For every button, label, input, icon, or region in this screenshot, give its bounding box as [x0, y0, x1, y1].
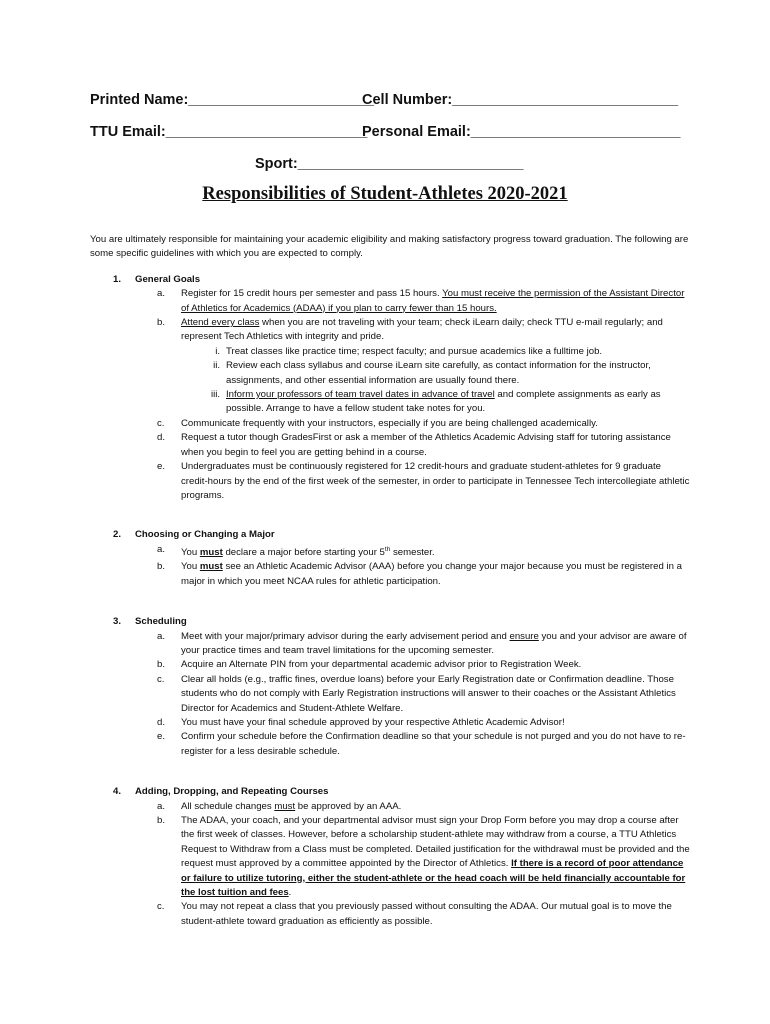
- list-item: e. Confirm your schedule before the Confirmation deadline so that your schedule is not purged and you do not have to re-register for a less desirable schedule.: [157, 731, 686, 757]
- section-number: 4.: [113, 786, 122, 798]
- list-item: e. Undergraduates must be continuously registered for 12 credit-hours and graduate student-athletes for 9 graduate credit-hours by the end of the first week of the semester, in order to participate in Tennessee Tech intercollegiate athletic programs.: [157, 461, 690, 501]
- list-item: b. You must see an Athletic Academic Advisor (AAA) before you change your major because you must be registered in a major in which you meet NCAA rules for athletic participation.: [157, 561, 682, 587]
- section-title: Scheduling: [135, 616, 187, 628]
- printed-name-field[interactable]: Printed Name:_______________________: [90, 92, 374, 108]
- list-item: c. Communicate frequently with your instructors, especially if you are being challenged academically.: [157, 417, 598, 429]
- personal-email-field[interactable]: Personal Email:__________________________: [362, 124, 681, 140]
- section-adding-dropping: [90, 785, 690, 929]
- sport-field[interactable]: Sport:____________________________: [255, 156, 524, 172]
- ttu-email-field[interactable]: TTU Email:_________________________: [90, 124, 368, 140]
- list-item: d. Request a tutor though GradesFirst or ask a member of the Athletics Academic Advising staff for tutoring assistance when you begin to feel you are getting behind in a course.: [157, 432, 671, 458]
- student-info-fields: [90, 92, 690, 186]
- section-number: 1.: [113, 273, 122, 285]
- list-item: a. All schedule changes must be approved by an AAA.: [157, 800, 402, 812]
- cell-number-field[interactable]: Cell Number:____________________________: [362, 92, 679, 108]
- intro-paragraph: You are ultimately responsible for maintaining your academic eligibility and making satisfactory progress toward graduation. The following are some specific guidelines with which you are expected to comply.: [90, 234, 689, 260]
- list-item: a. You must declare a major before starting your 5th semester.: [157, 543, 435, 558]
- list-item: b. The ADAA, your coach, and your departmental advisor must sign your Drop Form before you may drop a course after the first week of classes. However, before a scholarship student-athlete may withdraw from a course, a TTU Athletics Request to Withdraw from a Class must be completed. Detailed justification for the withdrawal must be provided and the request must approved by a committee appointed by the Director of Athletics. If there is a record of poor attendance or failure to utilize tutoring, either the student-athlete or the head coach will be held financially accountable for the lost tuition and fees.: [157, 815, 690, 899]
- list-item: c. Clear all holds (e.g., traffic fines, overdue loans) before your Early Registration date or Confirmation deadline. Those students who do not comply with Early Registration instructions will answer to their coaches or the Assistant Athletics Director for Academics and Student-Athlete Welfare.: [157, 673, 676, 714]
- list-item: b. Attend every class when you are not traveling with your team; check iLearn daily; check TTU e-mail regularly; and represent Tech Athletics with integrity and pride.: [157, 317, 663, 343]
- section-scheduling: [90, 615, 690, 759]
- list-item: a. Meet with your major/primary advisor during the early advisement period and ensure you and your advisor are aware of your practice times and team travel limitations for the upcoming semester.: [157, 630, 687, 656]
- document-title: Responsibilities of Student-Athletes 2020-2021: [202, 184, 568, 204]
- section-title: Adding, Dropping, and Repeating Courses: [135, 786, 329, 798]
- section-number: 2.: [113, 529, 122, 541]
- document-body: [90, 233, 690, 929]
- section-title: Choosing or Changing a Major: [135, 529, 275, 541]
- list-item: b. Acquire an Alternate PIN from your departmental academic advisor prior to Registration Week.: [157, 659, 582, 671]
- sub-list-item: ii. Review each class syllabus and course iLearn site carefully, as contact information for the instructor, assignments, and other essential information are usually found there.: [213, 360, 651, 386]
- sub-list-item: iii. Inform your professors of team travel dates in advance of travel and complete assignments as early as possible. Arrange to have a fellow student take notes for you.: [210, 389, 661, 415]
- section-choosing-major: [90, 528, 690, 589]
- list-item: c. You may not repeat a class that you previously passed without consulting the ADAA. Our mutual goal is to move the student-athlete toward graduation as efficiently as possible.: [157, 901, 672, 927]
- section-title: General Goals: [135, 273, 201, 285]
- sub-list-item: i. Treat classes like practice time; respect faculty; and pursue academics like a fulltime job.: [215, 345, 603, 357]
- section-general-goals: [90, 273, 690, 504]
- section-number: 3.: [113, 616, 122, 628]
- list-item: a. Register for 15 credit hours per semester and pass 15 hours. You must receive the permission of the Assistant Director of Athletics for Academics (ADAA) if you plan to carry fewer than 15 hours.: [157, 288, 685, 314]
- list-item: d. You must have your final schedule approved by your respective Athletic Academic Advisor!: [157, 716, 565, 728]
